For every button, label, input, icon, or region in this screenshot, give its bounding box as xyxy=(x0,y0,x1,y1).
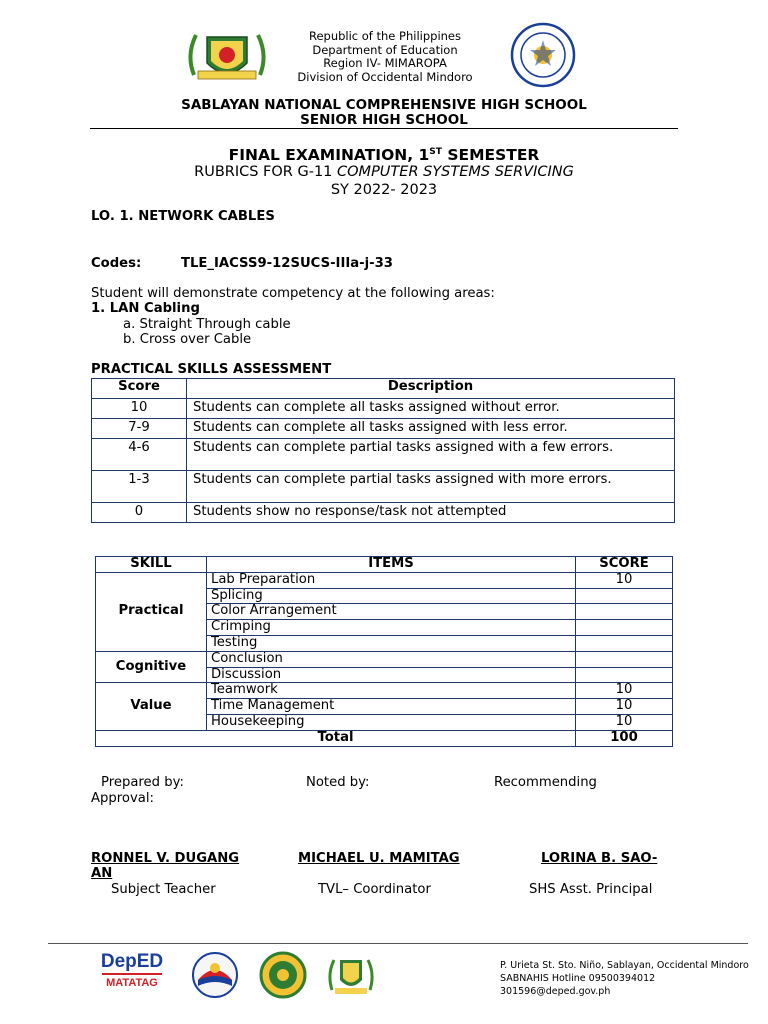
footer-hotline: SABNAHIS Hotline 09500394012 xyxy=(500,973,656,984)
skill-score: 10 xyxy=(576,699,673,715)
signatory-name-2: MICHAEL U. MAMITAG xyxy=(298,851,460,866)
rubric-col-description: Description xyxy=(187,379,675,399)
skill-item: Crimping xyxy=(207,620,576,636)
skill-score xyxy=(576,588,673,604)
rubric-score: 7-9 xyxy=(92,419,187,439)
bagong-pilipinas-logo xyxy=(190,950,240,1000)
table-row xyxy=(92,439,675,471)
division-seal-logo xyxy=(258,950,308,1000)
signatory-name-3: LORINA B. SAO- xyxy=(541,851,658,866)
approval-label: Approval: xyxy=(91,791,154,806)
header-line-4: Division of Occidental Mindoro xyxy=(297,69,473,84)
noted-by-label: Noted by: xyxy=(306,775,370,790)
rubric-description: Students can complete partial tasks assigned with a few errors. xyxy=(187,439,675,471)
skill-score: 10 xyxy=(576,572,673,588)
prepared-by-label: Prepared by: xyxy=(101,775,184,790)
rubric-title: RUBRICS FOR G-11 COMPUTER SYSTEMS SERVICING xyxy=(194,164,574,180)
skills-col-skill: SKILL xyxy=(96,557,207,573)
rubric-description: Students can complete partial tasks assigned with more errors. xyxy=(187,471,675,503)
total-row xyxy=(96,730,673,746)
skill-item: Housekeeping xyxy=(207,714,576,730)
codes-value: TLE_IACSS9-12SUCS-IIIa-j-33 xyxy=(181,256,393,271)
deped-logo-text: DepED xyxy=(100,951,164,972)
skills-col-items: ITEMS xyxy=(207,557,576,573)
deped-seal-logo xyxy=(510,22,576,88)
skills-table xyxy=(95,556,673,747)
rubric-col-score: Score xyxy=(92,379,187,399)
school-subtitle: SENIOR HIGH SCHOOL xyxy=(300,112,468,128)
skill-item: Conclusion xyxy=(207,651,576,667)
rubric-description: Students can complete all tasks assigned with less error. xyxy=(187,419,675,439)
signatory-title-2: TVL– Coordinator xyxy=(318,882,431,897)
skill-group: Value xyxy=(96,683,207,730)
skills-header-row xyxy=(96,557,673,573)
skill-score: 10 xyxy=(576,683,673,699)
skill-item: Discussion xyxy=(207,667,576,683)
skill-item: Time Management xyxy=(207,699,576,715)
recommending-label: Recommending xyxy=(494,775,597,790)
competency-area: 1. LAN Cabling xyxy=(91,301,200,316)
table-row xyxy=(96,683,673,699)
header-line-1: Republic of the Philippines xyxy=(308,29,462,43)
skill-group: Practical xyxy=(96,572,207,651)
footer-email[interactable]: 301596@deped.gov.ph xyxy=(500,986,611,997)
header-agency xyxy=(260,30,510,84)
codes-label: Codes: xyxy=(91,256,142,271)
rubric-score: 4-6 xyxy=(92,439,187,471)
header-line-3: Region IV- MIMAROPA xyxy=(323,56,447,70)
skills-col-score: SCORE xyxy=(576,557,673,573)
footer-divider xyxy=(48,943,748,944)
header-line-2: Department of Education xyxy=(312,42,458,57)
total-score: 100 xyxy=(576,730,673,746)
total-label: Total xyxy=(96,730,576,746)
table-row xyxy=(92,399,675,419)
school-year: SY 2022- 2023 xyxy=(330,182,438,198)
competency-intro: Student will demonstrate competency at the following areas: xyxy=(91,286,495,301)
skill-score xyxy=(576,635,673,651)
signatory-name-1: RONNEL V. DUGANG xyxy=(91,851,240,866)
competency-item: a. Straight Through cable xyxy=(123,317,291,332)
skill-score xyxy=(576,651,673,667)
rubric-header-row xyxy=(92,379,675,399)
skill-item: Splicing xyxy=(207,588,576,604)
matatag-logo-text: MATATAG xyxy=(106,977,158,989)
competency-item: b. Cross over Cable xyxy=(123,332,252,347)
skill-item: Teamwork xyxy=(207,683,576,699)
footer-address: P. Urieta St. Sto. Niño, Sablayan, Occidental Mindoro xyxy=(500,960,749,971)
table-row xyxy=(96,572,673,588)
skill-item: Color Arrangement xyxy=(207,604,576,620)
skill-group: Cognitive xyxy=(96,651,207,683)
rubric-description: Students show no response/task not attempted xyxy=(187,503,675,523)
exam-title: FINAL EXAMINATION, 1ST SEMESTER xyxy=(228,146,540,164)
skill-score xyxy=(576,667,673,683)
rubric-score: 0 xyxy=(92,503,187,523)
skill-item: Testing xyxy=(207,635,576,651)
table-row xyxy=(92,471,675,503)
practical-heading: PRACTICAL SKILLS ASSESSMENT xyxy=(91,362,332,377)
footer-contact xyxy=(500,959,749,998)
school-name: SABLAYAN NATIONAL COMPREHENSIVE HIGH SCHOOL xyxy=(181,97,587,113)
table-row xyxy=(92,419,675,439)
skill-item: Lab Preparation xyxy=(207,572,576,588)
school-seal-logo xyxy=(184,25,270,85)
deped-matatag-logo xyxy=(96,952,168,990)
rubric-table xyxy=(91,378,675,523)
signatory-name-3-cont: AN xyxy=(91,866,113,881)
learning-outcome: LO. 1. NETWORK CABLES xyxy=(91,209,275,224)
signatory-title-1: Subject Teacher xyxy=(111,882,216,897)
skill-score xyxy=(576,604,673,620)
signatory-title-3: SHS Asst. Principal xyxy=(529,882,653,897)
rubric-score: 1-3 xyxy=(92,471,187,503)
rubric-description: Students can complete all tasks assigned without error. xyxy=(187,399,675,419)
rubric-score: 10 xyxy=(92,399,187,419)
school-seal-footer-logo xyxy=(326,952,376,998)
header-divider xyxy=(90,128,678,129)
skill-score xyxy=(576,620,673,636)
table-row xyxy=(92,503,675,523)
table-row xyxy=(96,651,673,667)
skill-score: 10 xyxy=(576,714,673,730)
